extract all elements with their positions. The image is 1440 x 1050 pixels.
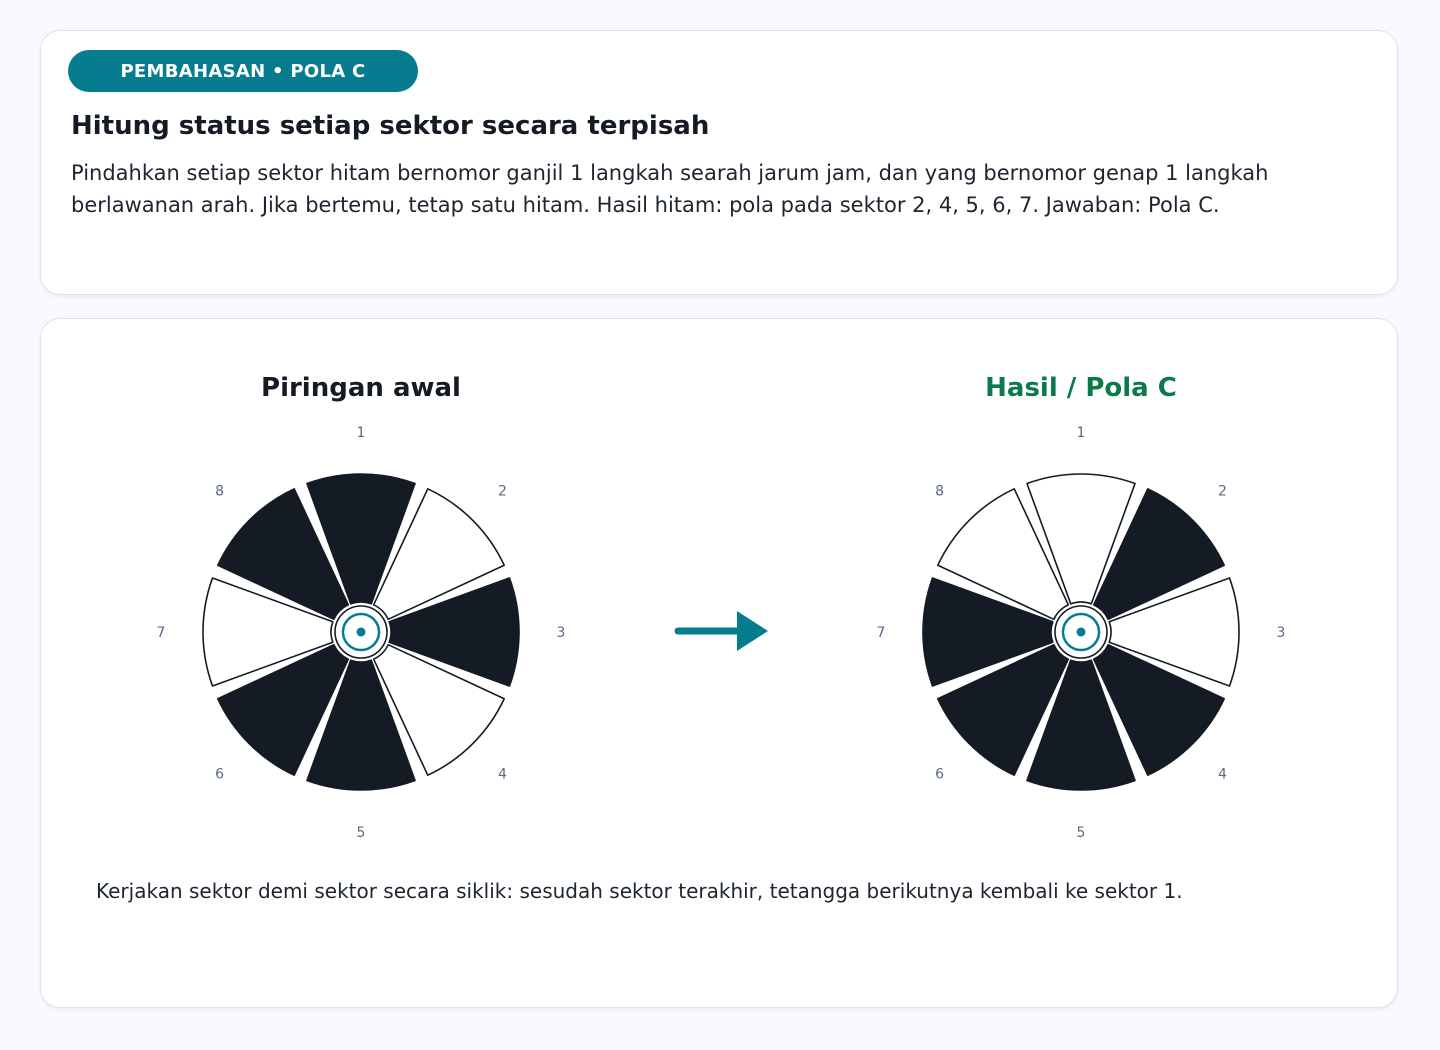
sector-label-4: 4 [497,766,507,783]
footer-note: Kerjakan sektor demi sektor secara siklik: sesudah sektor terakhir, tetangga berikutnya kembali ke sektor 1. [96,879,1183,903]
sector-label-7: 7 [876,625,886,641]
sector-label-2: 2 [497,483,507,500]
sector-label-6: 6 [935,766,945,783]
hub-dot-icon [1077,628,1086,637]
sector-label-2: 2 [1217,483,1227,500]
sector-label-1: 1 [356,425,366,441]
explanation-heading: Hitung status setiap sektor secara terpisah [71,111,710,141]
arrow-right-icon [678,611,768,651]
explanation-text: Pindahkan setiap sektor hitam bernomor ganjil 1 langkah searah jarum jam, dan yang bernomor genap 1 langkah berlawanan arah. Jika bertemu, tetap satu hitam. Hasil hitam: pola pada sektor 2, 4, 5, 6, 7. Jawaban: Pola C. [71,161,1269,217]
diagram-card [40,318,1398,1008]
sector-label-6: 6 [215,766,225,783]
sector-label-5: 5 [356,825,366,841]
wheel-title: Hasil / Pola C [985,373,1177,403]
explanation-card [40,30,1398,295]
sector-label-4: 4 [1217,766,1227,783]
wheel-initial [157,373,566,841]
sector-label-7: 7 [156,625,166,641]
sector-label-8: 8 [935,483,945,500]
sector-label-3: 3 [1276,625,1286,641]
wheel-title: Piringan awal [261,373,461,403]
sector-label-1: 1 [1076,425,1086,441]
sector-label-3: 3 [556,625,566,641]
explanation-badge: PEMBAHASAN • POLA C [68,50,418,92]
sector-label-5: 5 [1076,825,1086,841]
wheel-result [877,373,1286,841]
hub-dot-icon [357,628,366,637]
wheel-diagram [41,319,1399,1009]
sector-label-8: 8 [215,483,225,500]
